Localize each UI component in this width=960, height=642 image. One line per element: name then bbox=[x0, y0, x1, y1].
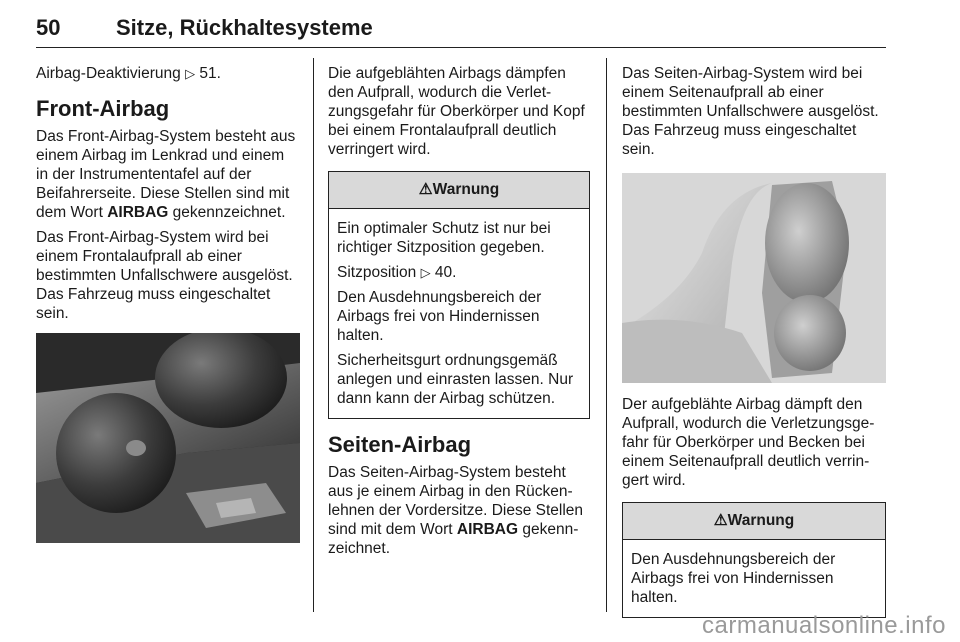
warning-box bbox=[622, 502, 886, 618]
page-title: Sitze, Rückhaltesysteme bbox=[116, 15, 373, 40]
warning-body: Ein optimaler Schutz ist nur bei richtiger Sitzposition gegeben. Sitzposition ▷ 40. Den Ausdehnungsbereich der Airbags frei von Hindernissen halten. Sicherheitsgurt ordnungsgemäß anlegen und einrasten lassen. Nur dann kann der Airbag schützen. bbox=[337, 220, 574, 407]
page-ref-arrow-icon: ▷ bbox=[420, 265, 431, 280]
warning-header: ⚠Warnung bbox=[623, 503, 885, 540]
section-heading-front-airbag: Front-Airbag bbox=[36, 96, 170, 121]
warning-triangle-icon: ⚠ bbox=[713, 512, 728, 529]
paragraph: Das Seiten-Airbag-System wird bei einem Seitenaufprall ab einer bestimmten Unfallschwere ausgelöst. Das Fahrzeug muss eingeschaltet sein. bbox=[622, 65, 879, 158]
section-heading-side-airbag: Seiten-Airbag bbox=[328, 432, 472, 457]
column-left bbox=[36, 64, 300, 543]
paragraph: Das Front-Airbag-System besteht aus einem Airbag im Lenkrad und einem in der Instrumententafel auf der Beifahrerseite. Diese Stellen sind mit dem Wort AIRBAG gekennzeichnet. bbox=[36, 128, 296, 221]
page-ref-arrow-icon: ▷ bbox=[185, 66, 196, 81]
column-divider bbox=[606, 58, 607, 612]
paragraph: Der aufgeblähte Airbag dämpft den Aufprall, wodurch die Verletzungsgefahr für Oberkörper und Becken bei einem Seitenaufprall deutlich verringert wird. bbox=[622, 396, 875, 489]
paragraph: Das Seiten-Airbag-System besteht aus je einem Airbag in den Rückenlehnen der Vordersitze. Diese Stellen sind mit dem Wort AIRBAG gekennzeichnet. bbox=[328, 464, 584, 557]
side-airbag-illustration bbox=[622, 173, 886, 383]
watermark: carmanualsonline.info bbox=[702, 612, 946, 639]
warning-triangle-icon: ⚠ bbox=[418, 181, 433, 198]
column-divider bbox=[313, 58, 314, 612]
column-middle bbox=[328, 64, 590, 564]
page-number: 50 bbox=[36, 15, 61, 40]
header-divider bbox=[36, 47, 886, 48]
front-airbag-illustration bbox=[36, 333, 300, 543]
column-right bbox=[622, 64, 886, 630]
page-header bbox=[36, 8, 886, 48]
cross-reference: Airbag-Deaktivierung ▷ 51. bbox=[36, 65, 221, 82]
warning-body: Den Ausdehnungsbereich der Airbags frei von Hindernissen halten. bbox=[631, 551, 836, 606]
paragraph: Das Front-Airbag-System wird bei einem Frontalaufprall ab einer bestimmten Unfallschwere ausgelöst. Das Fahrzeug muss eingeschaltet sein. bbox=[36, 229, 293, 322]
warning-box bbox=[328, 171, 590, 419]
warning-header: ⚠Warnung bbox=[329, 172, 589, 209]
paragraph: Die aufgeblähten Airbags dämpfen den Aufprall, wodurch die Verletzungsgefahr für Oberkörper und Kopf bei einem Frontalaufprall deutlich verringert wird. bbox=[328, 65, 585, 158]
